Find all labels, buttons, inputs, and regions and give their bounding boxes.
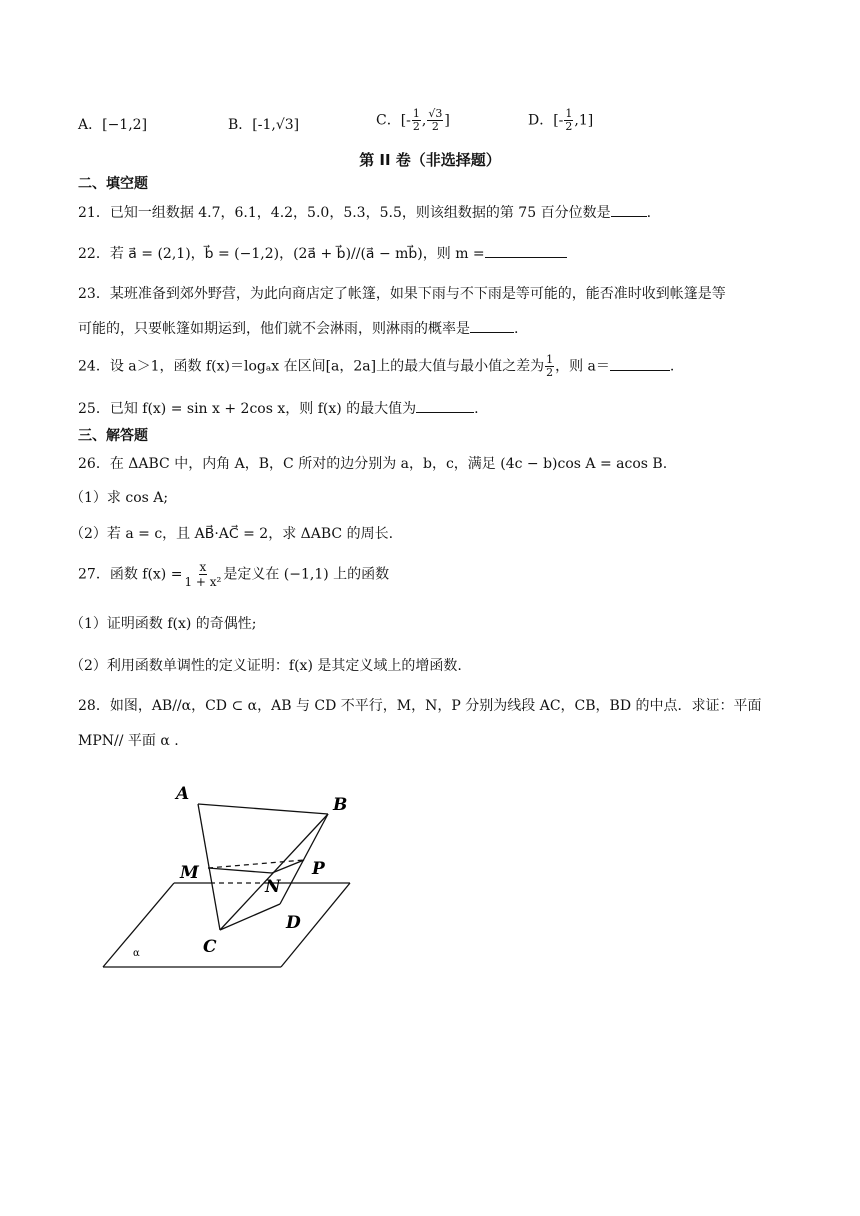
option-b: B．[-1,√3] bbox=[228, 117, 300, 133]
answer-blank bbox=[470, 318, 514, 333]
answer-section-heading: 三、解答题 bbox=[78, 428, 148, 444]
question-27-part1: （1）证明函数 f(x) 的奇偶性; bbox=[70, 616, 257, 632]
option-d: D．[- $\frac{1}{2}$ ,1] bbox=[528, 107, 594, 133]
fill-section-heading: 二、填空题 bbox=[78, 176, 148, 192]
segment-mp bbox=[208, 860, 304, 868]
question-28-line2: MPN// 平面 α . bbox=[78, 733, 179, 749]
question-28-line1: 28．如图，AB//α，CD ⊂ α，AB 与 CD 不平行，M，N，P 分别为线段 AC，CB，BD 的中点．求证：平面 bbox=[78, 698, 762, 714]
answer-blank bbox=[485, 243, 567, 258]
question-26: 26．在 ΔABC 中，内角 A，B，C 所对的边分别为 a，b，c，满足 (4c − b)cos A = acos B. bbox=[78, 456, 668, 472]
option-c: C．[- $\frac{1}{2}$ , $\frac{√3}{2}$ ] bbox=[376, 107, 450, 133]
edge-ac bbox=[198, 804, 220, 930]
question-27-part2: （2）利用函数单调性的定义证明：f(x) 是其定义域上的增函数. bbox=[70, 658, 462, 674]
question-25: 25．已知 f(x) = sin x + 2cos x，则 f(x) 的最大值为 . bbox=[78, 398, 479, 419]
label-n: N bbox=[265, 877, 281, 897]
question-22: 22．若 a⃗ = (2,1)，b⃗ = (−1,2)，(2a⃗ + b⃗)//(a⃗ − mb⃗)，则 m = bbox=[78, 243, 567, 264]
question-21: 21．已知一组数据 4.7，6.1，4.2，5.0，5.3，5.5，则该组数据的第 75 百分位数是 . bbox=[78, 202, 651, 223]
section-title: 第 II 卷（非选择题） bbox=[359, 151, 501, 169]
option-a: A．[−1,2] bbox=[78, 117, 148, 133]
label-m: M bbox=[180, 863, 199, 883]
answer-blank bbox=[611, 202, 647, 217]
label-p: P bbox=[312, 859, 325, 879]
label-c: C bbox=[203, 937, 217, 957]
segment-mn bbox=[208, 868, 272, 873]
label-alpha: α bbox=[133, 948, 140, 959]
geometry-figure bbox=[100, 778, 370, 974]
question-27: 27．函数 f(x) = $\frac{x}{\text{1 + x²}}$ 是定义在 (−1,1) 上的函数 bbox=[78, 560, 390, 589]
edge-cd bbox=[220, 904, 280, 930]
answer-blank bbox=[610, 356, 670, 371]
question-23-line1: 23．某班准备到郊外野营，为此向商店定了帐篷，如果下雨与不下雨是等可能的，能否准时收到帐篷是等 bbox=[78, 286, 726, 302]
question-26-part1: （1）求 cos A; bbox=[70, 490, 169, 506]
segment-np bbox=[272, 860, 304, 873]
question-24: 24．设 a＞1，函数 f(x)＝logₐx 在区间[a，2a]上的最大值与最小值之差为 $\frac{1}{2}$ ，则 a＝ . bbox=[78, 353, 675, 379]
label-a: A bbox=[176, 784, 190, 804]
question-23-line2: 可能的，只要帐篷如期运到，他们就不会淋雨，则淋雨的概率是 . bbox=[78, 318, 518, 339]
edge-ab bbox=[198, 804, 328, 814]
answer-blank bbox=[416, 398, 474, 413]
question-26-part2: （2）若 a = c，且 AB⃗·AC⃗ = 2，求 ΔABC 的周长. bbox=[70, 526, 394, 542]
label-b: B bbox=[333, 795, 348, 815]
label-d: D bbox=[286, 913, 301, 933]
